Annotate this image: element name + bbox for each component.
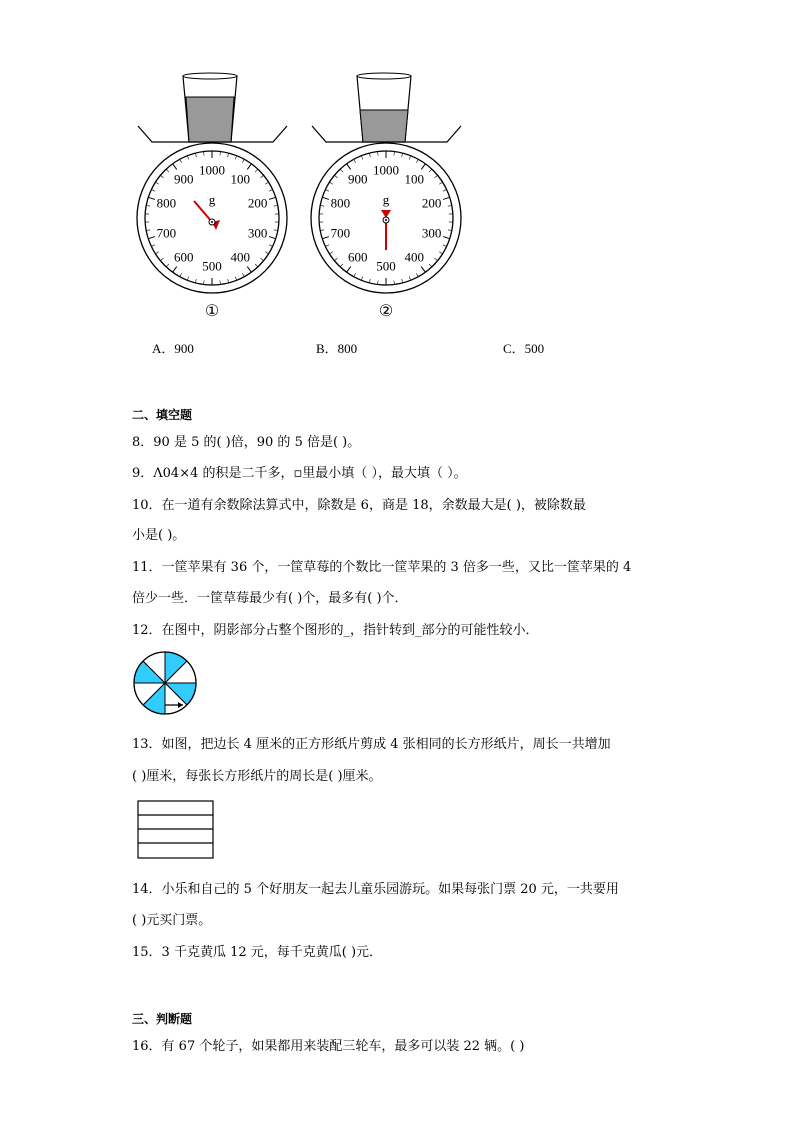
dial-number: 700 <box>330 225 351 241</box>
square-strips-figure <box>137 800 215 860</box>
scale-1 <box>137 73 287 320</box>
dial-number: 100 <box>404 171 424 187</box>
dial-number: 900 <box>174 171 194 187</box>
question-9: 9．Ʌ04×4 的积是二千多，▫里最小填（ ），最大填（ ）。 <box>132 466 467 481</box>
question-12: 12．在图中，阴影部分占整个图形的_，指针转到_部分的可能性较小． <box>132 623 539 638</box>
dial-number: 300 <box>421 225 442 241</box>
dial-number: 900 <box>348 171 368 187</box>
dial-number: 200 <box>247 195 268 211</box>
dial-number: 400 <box>404 249 424 265</box>
dial-number: 1000 <box>199 162 225 178</box>
question-14-line2: ( )元买门票。 <box>132 913 212 928</box>
dial-number: 300 <box>247 225 268 241</box>
dial-number: 600 <box>174 249 194 265</box>
dial-number: 700 <box>156 225 177 241</box>
question-10-line2: 小是( )。 <box>132 528 186 543</box>
question-11-line2: 倍少一些．一筐草莓最少有( )个，最多有( )个． <box>132 591 408 606</box>
section-title-fill-in: 二、填空题 <box>132 408 193 422</box>
question-13-line2: ( )厘米，每张长方形纸片的周长是( )厘米。 <box>132 769 382 784</box>
option-c[interactable]: C．500 <box>503 341 545 356</box>
dial-number: 500 <box>202 258 222 274</box>
dial-number: 400 <box>230 249 250 265</box>
option-b[interactable]: B．800 <box>316 341 358 356</box>
scales-figure <box>130 70 470 330</box>
question-16: 16．有 67 个轮子，如果都用来装配三轮车，最多可以装 22 辆。( ) <box>132 1039 525 1054</box>
dial-number: 200 <box>421 195 442 211</box>
scale-label-1: ① <box>204 301 220 320</box>
dial-number: 800 <box>156 195 177 211</box>
question-15: 15．3 千克黄瓜 12 元，每千克黄瓜( )元． <box>132 945 383 960</box>
question-8: 8．90 是 5 的( )倍，90 的 5 倍是( )。 <box>132 435 361 450</box>
dial-number: 800 <box>330 195 351 211</box>
option-a[interactable]: A．900 <box>152 341 194 356</box>
question-10-line1: 10．在一道有余数除法算式中，除数是 6，商是 18，余数最大是( )，被除数最 <box>132 498 586 513</box>
dial-number: 500 <box>376 258 396 274</box>
unit-label-2: g <box>382 192 390 207</box>
question-11-line1: 11．一筐苹果有 36 个，一筐草莓的个数比一筐苹果的 3 倍多一些，又比一筐苹果的 4 <box>132 560 632 575</box>
scale-2 <box>311 73 461 320</box>
dial-number: 100 <box>230 171 250 187</box>
spinner-figure <box>132 650 198 716</box>
dial-number: 600 <box>348 249 368 265</box>
dial-number: 1000 <box>373 162 399 178</box>
scale-label-2: ② <box>378 301 394 320</box>
question-14-line1: 14．小乐和自己的 5 个好朋友一起去儿童乐园游玩。如果每张门票 20 元，一共要用 <box>132 882 619 897</box>
cup-1 <box>183 73 237 142</box>
question-13-line1: 13．如图，把边长 4 厘米的正方形纸片剪成 4 张相同的长方形纸片，周长一共增加 <box>132 737 611 752</box>
section-title-judge: 三、判断题 <box>132 1012 193 1026</box>
unit-label-1: g <box>208 192 216 207</box>
cup-2 <box>357 73 411 142</box>
